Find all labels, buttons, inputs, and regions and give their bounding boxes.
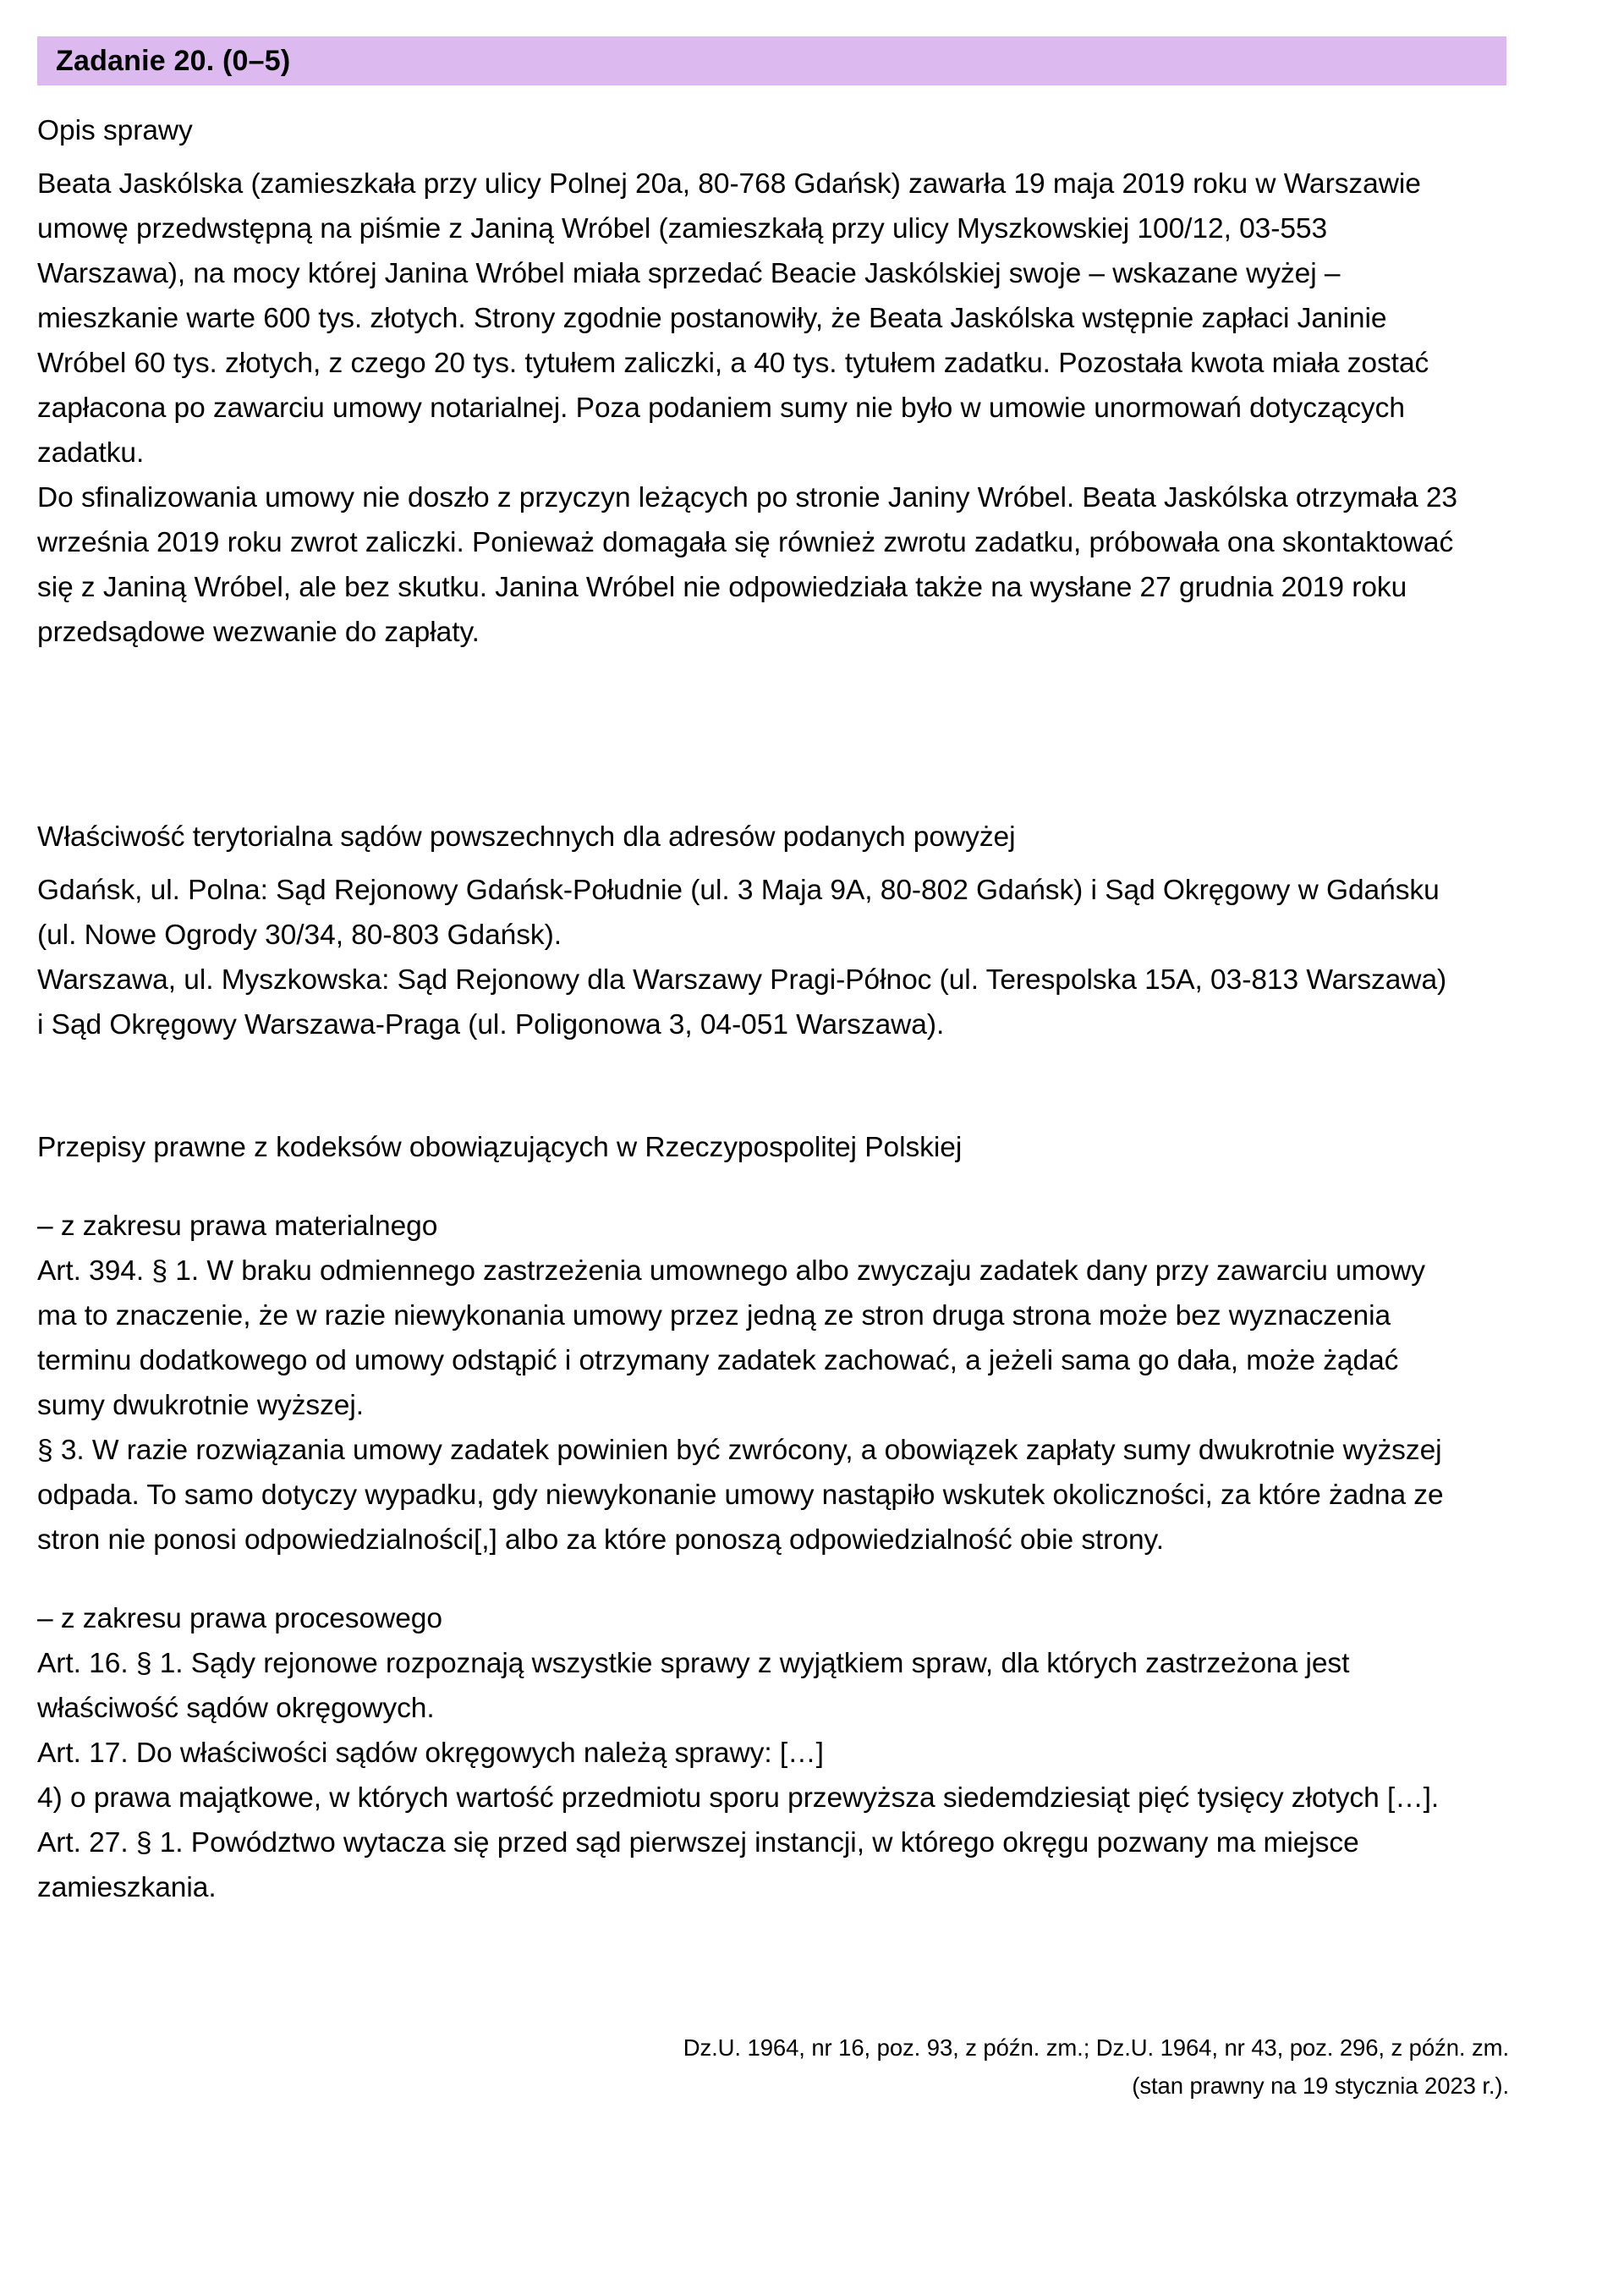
citation-line-2: (stan prawny na 19 stycznia 2023 r.).	[1132, 2073, 1509, 2099]
jurisdiction-section	[37, 815, 1458, 1047]
task-header-band	[37, 36, 1506, 85]
spacer	[37, 859, 1458, 868]
provisions-section	[37, 1125, 1458, 1910]
article-394-paragraph-3: § 3. W razie rozwiązania umowy zadatek powinien być zwrócony, a obowiązek zapłaty sumy dwukrotnie wyższej odpada. To samo dotyczy wypadku, gdy niewykonanie umowy nastąpiło wskutek okoliczności, za które żadna ze stron nie ponosi odpowiedzialności[,] albo za które ponoszą odpowiedzialność obie strony.	[37, 1435, 1444, 1556]
case-paragraph-2: Do sfinalizowania umowy nie doszło z przyczyn leżących po stronie Janiny Wróbel. Beata Jaskólska otrzymała 23 września 2019 roku zwrot zaliczki. Ponieważ domagała się również zwrotu zadatku, próbowała ona skontaktować się z Janiną Wróbel, ale bez skutku. Janina Wróbel nie odpowiedziała także na wysłane 27 grudnia 2019 roku przedsądowe wezwanie do zapłaty.	[37, 482, 1458, 648]
jurisdiction-section-title: Właściwość terytorialna sądów powszechnych dla adresów podanych powyżej	[37, 821, 1016, 853]
procedural-law-label: – z zakresu prawa procesowego	[37, 1603, 442, 1634]
article-17: Art. 17. Do właściwości sądów okręgowych należą sprawy: […]	[37, 1738, 824, 1769]
jurisdiction-gdansk: Gdańsk, ul. Polna: Sąd Rejonowy Gdańsk-Południe (ul. 3 Maja 9A, 80-802 Gdańsk) i Sąd Okręgowy w Gdańsku (ul. Nowe Ogrody 30/34, 80-803 Gdańsk).	[37, 875, 1440, 951]
case-paragraph-1: Beata Jaskólska (zamieszkała przy ulicy Polnej 20a, 80-768 Gdańsk) zawarła 19 maja 2019 roku w Warszawie umowę przedwstępną na piśmie z Janiną Wróbel (zamieszkałą przy ulicy Myszkowskiej 100/12, 03-553 Warszawa), na mocy której Janina Wróbel miała sprzedać Beacie Jaskólskiej swoje – wskazane wyżej – mieszkanie warte 600 tys. złotych. Strony zgodnie postanowiły, że Beata Jaskólska wstępnie zapłaci Janinie Wróbel 60 tys. złotych, z czego 20 tys. tytułem zaliczki, a 40 tys. tytułem zadatku. Pozostała kwota miała zostać zapłacona po zawarciu umowy notarialnej. Poza podaniem sumy nie było w umowie unormowań dotyczących zadatku.	[37, 168, 1429, 469]
case-section-title: Opis sprawy	[37, 115, 193, 146]
material-law-label: – z zakresu prawa materialnego	[37, 1211, 438, 1242]
article-394-paragraph-1: Art. 394. § 1. W braku odmiennego zastrzeżenia umownego albo zwyczaju zadatek dany przy zawarciu umowy ma to znaczenie, że w razie niewykonania umowy przez jedną ze stron druga strona może bez wyznaczenia terminu dodatkowego od umowy odstąpić i otrzymany zadatek zachować, a jeżeli sama go dała, może żądać sumy dwukrotnie wyższej.	[37, 1255, 1425, 1421]
source-citation	[37, 2029, 1509, 2105]
spacer	[37, 1562, 1458, 1596]
case-description-section	[37, 108, 1458, 655]
jurisdiction-warszawa: Warszawa, ul. Myszkowska: Sąd Rejonowy dla Warszawy Pragi-Północ (ul. Terespolska 15A, 03-813 Warszawa) i Sąd Okręgowy Warszawa-Praga (ul. Poligonowa 3, 04-051 Warszawa).	[37, 964, 1447, 1040]
article-16-paragraph-1: Art. 16. § 1. Sądy rejonowe rozpoznają wszystkie sprawy z wyjątkiem spraw, dla których zastrzeżona jest właściwość sądów okręgowych.	[37, 1648, 1350, 1724]
provisions-section-title: Przepisy prawne z kodeksów obowiązujących w Rzeczypospolitej Polskiej	[37, 1132, 963, 1163]
citation-line-1: Dz.U. 1964, nr 16, poz. 93, z późn. zm.; Dz.U. 1964, nr 43, poz. 296, z późn. zm.	[683, 2034, 1509, 2061]
spacer	[37, 153, 1458, 162]
spacer	[37, 1170, 1458, 1204]
article-17-point-4: 4) o prawa majątkowe, w których wartość przedmiotu sporu przewyższa siedemdziesiąt pięć tysięcy złotych […].	[37, 1782, 1440, 1814]
article-27-paragraph-1: Art. 27. § 1. Powództwo wytacza się przed sąd pierwszej instancji, w którego okręgu pozwany ma miejsce zamieszkania.	[37, 1827, 1359, 1903]
task-title: Zadanie 20. (0–5)	[56, 45, 291, 77]
